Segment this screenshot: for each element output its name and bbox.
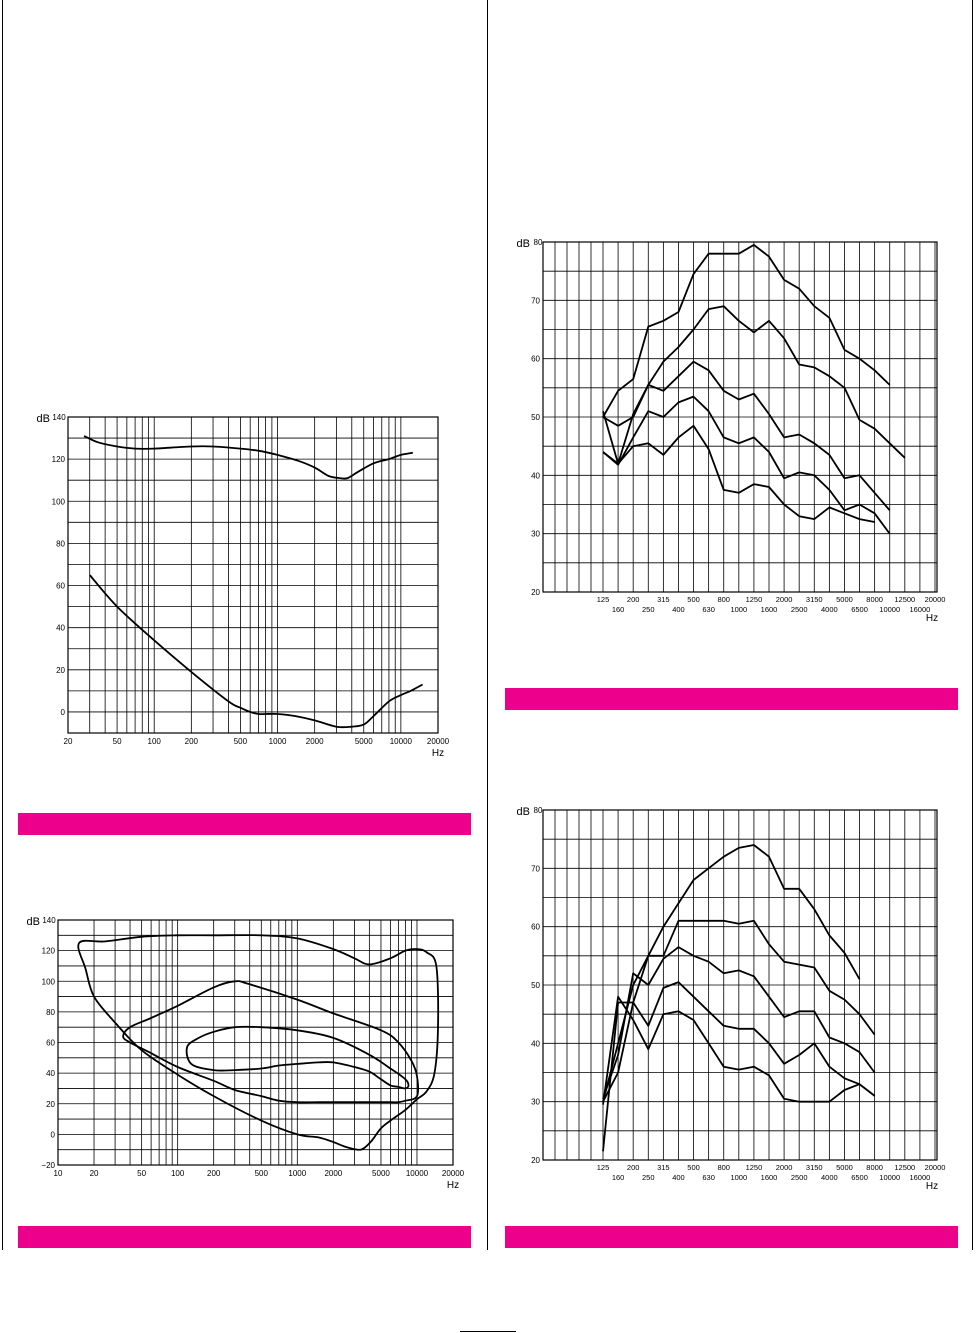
y-tick-label: 100 xyxy=(51,497,65,507)
x-tick-label: 2500 xyxy=(790,605,808,614)
y-tick-label: 40 xyxy=(56,623,65,633)
x-tick-label: 1600 xyxy=(760,1173,778,1182)
y-tick-label: 80 xyxy=(533,238,543,247)
x-tick-label: 20000 xyxy=(924,1163,946,1172)
x-tick-label: 20000 xyxy=(441,1169,465,1178)
x-tick-label: 16000 xyxy=(909,605,931,614)
x-tick-label: 10000 xyxy=(405,1169,429,1178)
x-tick-label: 10 xyxy=(53,1169,63,1178)
x-tick-label: 2000 xyxy=(775,1163,793,1172)
x-tick-label: 500 xyxy=(687,595,700,604)
x-tick-label: 4000 xyxy=(821,1173,838,1182)
x-tick-label: 160 xyxy=(611,605,625,614)
x-tick-label: 800 xyxy=(717,595,730,604)
x-tick-label: 8000 xyxy=(866,1163,883,1172)
x-tick-label: 10000 xyxy=(389,737,412,746)
x-tick-label: 160 xyxy=(611,1173,625,1182)
y-tick-label: 20 xyxy=(531,1156,540,1165)
x-tick-label: 2000 xyxy=(324,1169,343,1178)
y-tick-label: 70 xyxy=(531,296,540,306)
y-tick-label: 70 xyxy=(531,864,540,874)
x-tick-label: 5000 xyxy=(372,1169,390,1178)
x-tick-label: 200 xyxy=(184,737,199,746)
x-tick-label: 20000 xyxy=(426,737,450,746)
x-tick-label: 20 xyxy=(63,737,73,746)
y-tick-label: 140 xyxy=(52,413,66,422)
y-tick-label: 60 xyxy=(46,1038,55,1048)
x-tick-label: 16000 xyxy=(909,1173,931,1182)
y-tick-label: −20 xyxy=(41,1161,55,1170)
y-tick-label: 20 xyxy=(531,588,540,597)
y-tick-label: 30 xyxy=(531,529,540,539)
x-axis-label: Hz xyxy=(446,1180,460,1191)
x-tick-label: 12500 xyxy=(894,1163,916,1172)
y-tick-label: 80 xyxy=(533,806,543,815)
x-tick-label: 50 xyxy=(137,1169,147,1178)
chart-1 xyxy=(37,413,450,759)
x-tick-label: 8000 xyxy=(866,595,883,604)
y-axis-label: dB xyxy=(516,238,530,250)
x-tick-label: 250 xyxy=(642,605,655,614)
y-tick-label: 60 xyxy=(531,354,540,364)
x-tick-label: 2500 xyxy=(790,1173,808,1182)
x-tick-label: 125 xyxy=(596,1163,610,1172)
x-tick-label: 315 xyxy=(657,595,670,604)
x-tick-label: 10000 xyxy=(879,605,901,614)
x-tick-label: 6500 xyxy=(851,1173,868,1182)
x-tick-label: 1000 xyxy=(730,605,748,614)
x-tick-label: 1000 xyxy=(730,1173,748,1182)
x-tick-label: 200 xyxy=(626,1163,640,1172)
y-tick-label: 40 xyxy=(531,1039,540,1049)
x-tick-label: 400 xyxy=(672,1173,685,1182)
chart-4 xyxy=(517,806,946,1192)
x-tick-label: 1250 xyxy=(745,595,763,604)
x-tick-label: 2000 xyxy=(775,595,793,604)
y-tick-label: 20 xyxy=(56,665,65,675)
y-tick-label: 60 xyxy=(56,581,65,591)
series-line-2 xyxy=(90,575,423,727)
x-tick-label: 500 xyxy=(254,1169,268,1178)
y-tick-label: 20 xyxy=(46,1099,55,1109)
x-axis-label: Hz xyxy=(431,748,445,759)
grid xyxy=(68,417,438,733)
y-tick-label: 100 xyxy=(41,977,55,987)
x-tick-label: 3150 xyxy=(805,595,823,604)
chart-2 xyxy=(27,916,465,1191)
y-tick-label: 80 xyxy=(46,1007,55,1017)
y-tick-label: 0 xyxy=(60,707,65,717)
series-line-1 xyxy=(603,845,860,1102)
x-tick-label: 100 xyxy=(147,737,161,746)
x-tick-label: 5000 xyxy=(836,595,853,604)
x-tick-label: 1600 xyxy=(760,605,778,614)
x-tick-label: 1000 xyxy=(268,737,287,746)
y-tick-label: 140 xyxy=(42,916,56,925)
x-tick-label: 5000 xyxy=(354,737,373,746)
x-tick-label: 1250 xyxy=(745,1163,763,1172)
x-tick-label: 1000 xyxy=(288,1169,307,1178)
y-axis-label: dB xyxy=(516,806,530,818)
x-tick-label: 800 xyxy=(717,1163,730,1172)
x-tick-label: 10000 xyxy=(879,1173,901,1182)
y-tick-label: 120 xyxy=(51,455,65,465)
grid xyxy=(543,810,937,1160)
x-tick-label: 50 xyxy=(112,737,122,746)
x-tick-label: 3150 xyxy=(805,1163,823,1172)
x-tick-label: 315 xyxy=(657,1163,670,1172)
x-axis-label: Hz xyxy=(925,613,939,624)
x-tick-label: 125 xyxy=(596,595,610,604)
x-tick-label: 5000 xyxy=(836,1163,853,1172)
y-axis-label: dB xyxy=(26,916,40,928)
x-axis-label: Hz xyxy=(925,1181,939,1192)
x-tick-label: 12500 xyxy=(894,595,916,604)
y-tick-label: 60 xyxy=(531,922,540,932)
y-tick-label: 50 xyxy=(531,413,540,422)
x-tick-label: 500 xyxy=(233,737,248,746)
y-tick-label: 50 xyxy=(531,981,540,990)
x-tick-label: 20 xyxy=(89,1169,99,1178)
x-tick-label: 200 xyxy=(626,595,640,604)
x-tick-label: 400 xyxy=(672,605,685,614)
y-tick-label: 40 xyxy=(46,1069,55,1079)
x-tick-label: 630 xyxy=(702,1173,715,1182)
y-tick-label: 120 xyxy=(41,946,55,956)
y-tick-label: 30 xyxy=(531,1097,540,1107)
x-tick-label: 630 xyxy=(702,605,715,614)
y-tick-label: 40 xyxy=(531,471,540,481)
x-tick-label: 4000 xyxy=(821,605,838,614)
y-axis-label: dB xyxy=(36,413,50,425)
y-tick-label: 0 xyxy=(50,1130,55,1140)
y-tick-label: 80 xyxy=(56,539,65,549)
x-tick-label: 100 xyxy=(170,1169,185,1178)
x-tick-label: 20000 xyxy=(924,595,946,604)
chart-3 xyxy=(517,238,946,624)
x-tick-label: 500 xyxy=(687,1163,700,1172)
plot-frame xyxy=(68,417,438,733)
x-tick-label: 6500 xyxy=(851,605,868,614)
grid xyxy=(543,242,937,592)
x-tick-label: 250 xyxy=(642,1173,655,1182)
x-tick-label: 2000 xyxy=(305,737,324,746)
x-tick-label: 200 xyxy=(207,1169,221,1178)
